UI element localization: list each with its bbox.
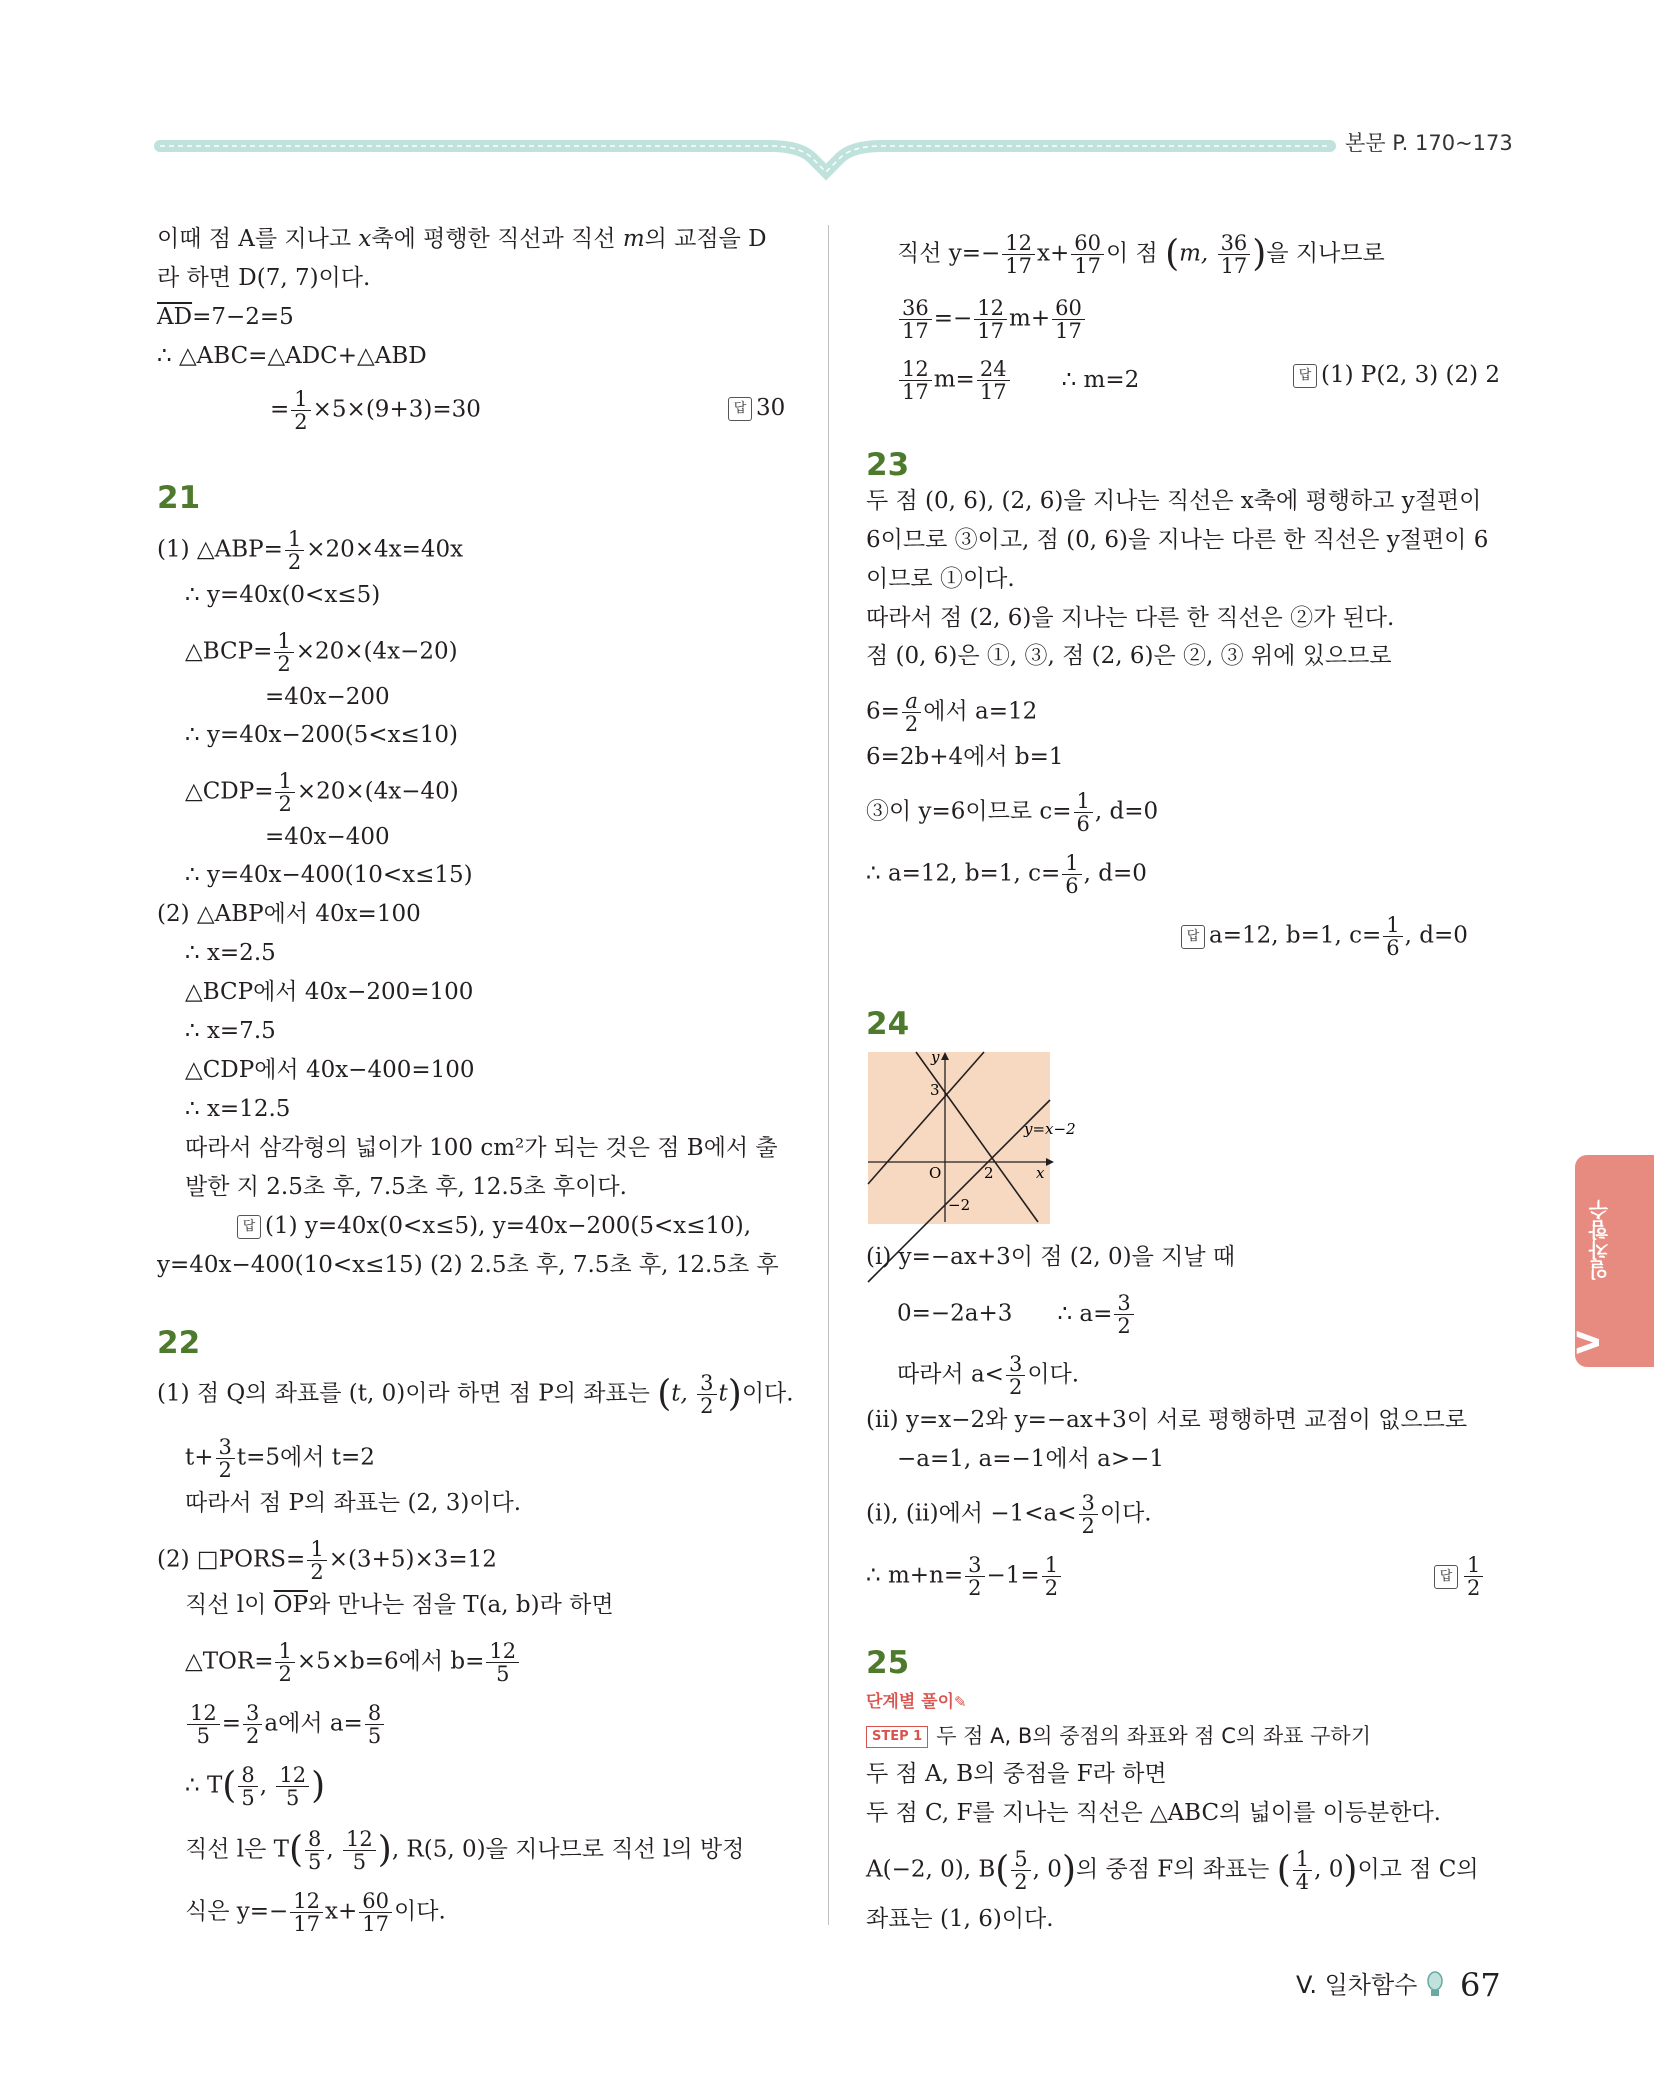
sol21-p8: ∴ y=40x−400(10<x≤15): [185, 862, 473, 888]
sol22-p2: t+ $\frac{3}{2}$ t=5에서 t=2: [185, 1435, 375, 1483]
sol21-p1: (1) △ABP= $\frac{1}{2}$ ×20×4x=40x: [157, 527, 464, 575]
sol20-line5: = $\frac{1}{2}$ ×5×(9+3)=30: [270, 387, 481, 435]
sol24-l3: 따라서 a< $\frac{3}{2}$ 이다.: [897, 1352, 1080, 1400]
sol24-l5: −a=1, a=−1에서 a>−1: [897, 1446, 1165, 1472]
sol22-p1: (1) 점 Q의 좌표를 (t, 0)이라 하면 점 P의 좌표는 (t, $\frac{3}{2}$ t)이다.: [157, 1371, 794, 1419]
problem-22-number: 22: [157, 1325, 201, 1361]
sol20-line4: ∴ △ABC=△ADC+△ABD: [157, 343, 427, 369]
chapter-side-tab-label: 일차함수: [1588, 1200, 1612, 1280]
sol23-l7: 6=2b+4에서 b=1: [866, 744, 1064, 770]
footer-page-number: 67: [1460, 1966, 1501, 2004]
sol22-q3: △TOR= $\frac{1}{2}$ ×5×b=6에서 b= $\frac{12}{5}$: [185, 1640, 521, 1685]
sol21-p6: △CDP= $\frac{1}{2}$ ×20×(4x−40): [185, 769, 459, 817]
sol21-answer-1: 답 (1) y=40x(0<x≤5), y=40x−200(5<x≤10),: [237, 1211, 751, 1241]
sol23-l3: 이므로 ①이다.: [866, 566, 1015, 592]
sol22cont-l3: $\frac{12}{17}$ m= $\frac{24}{17}$ ∴ m=2: [897, 358, 1139, 403]
sol20-line2: 라 하면 D(7, 7)이다.: [157, 265, 371, 291]
sol21-q7: 따라서 삼각형의 넓이가 100 cm²가 되는 것은 점 B에서 출: [185, 1135, 778, 1161]
sol23-l8: ③이 y=6이므로 c= $\frac{1}{6}$ , d=0: [866, 789, 1159, 837]
problem-23-number: 23: [866, 447, 910, 483]
problem-24-number: 24: [866, 1006, 910, 1042]
sol23-l9: ∴ a=12, b=1, c= $\frac{1}{6}$ , d=0: [866, 851, 1147, 899]
sol24-l7: ∴ m+n= $\frac{3}{2}$ −1= $\frac{1}{2}$: [866, 1554, 1063, 1599]
sol23-l2: 6이므로 ③이고, 점 (0, 6)을 지나는 다른 한 직선은 y절편이 6: [866, 527, 1489, 553]
sol22-p3: 따라서 점 P의 좌표는 (2, 3)이다.: [185, 1490, 522, 1516]
sol22cont-l2: $\frac{36}{17}$ =− $\frac{12}{17}$ m+ $\frac{60}{17}$: [897, 297, 1087, 342]
graph-line-label: y=x−2: [1024, 1120, 1076, 1138]
footer-chapter: V. 일차함수: [1296, 1971, 1418, 1999]
graph-tick-2: 2: [984, 1164, 994, 1182]
pencil-icon: ✎: [954, 1693, 967, 1711]
step-1-badge: STEP 1: [866, 1726, 928, 1748]
sol22-q7: 식은 y=− $\frac{12}{17}$ x+ $\frac{60}{17}$ 이다.: [185, 1889, 446, 1937]
sol21-q8: 발한 지 2.5초 후, 7.5초 후, 12.5초 후이다.: [185, 1174, 627, 1200]
sol21-p7: =40x−400: [265, 824, 390, 850]
sol25-l3: A(−2, 0), B( $\frac{5}{2}$ , 0)의 중점 F의 좌표는 ( $\frac{1}{4}$ , 0)이고 점 C의: [866, 1847, 1479, 1895]
graph-label-y: y: [931, 1048, 940, 1066]
sol25-l4: 좌표는 (1, 6)이다.: [866, 1906, 1054, 1932]
sol21-q1: (2) △ABP에서 40x=100: [157, 901, 421, 927]
page-reference: 본문 P. 170~173: [1345, 131, 1513, 155]
sol20-answer: 답 30: [728, 393, 785, 423]
sol22-q4: $\frac{12}{5}$ = $\frac{3}{2}$ a에서 a= $\frac{8}{5}$: [185, 1702, 386, 1747]
sol21-p5: ∴ y=40x−200(5<x≤10): [185, 722, 458, 748]
sol21-q2: ∴ x=2.5: [185, 940, 276, 966]
sol21-answer-2: y=40x−400(10<x≤15) (2) 2.5초 후, 7.5초 후, 12.5초 후: [157, 1252, 779, 1278]
sol22-q2: 직선 l이 $\overline{OP}$와 만나는 점을 T(a, b)라 하면: [185, 1592, 614, 1618]
graph-label-x: x: [1036, 1164, 1045, 1182]
sol24-l1: (ⅰ) y=−ax+3이 점 (2, 0)을 지날 때: [866, 1244, 1236, 1270]
sol24-graph: [866, 1048, 1076, 1225]
bulb-icon: [1425, 1970, 1445, 2000]
sol23-l6: 6= $\frac{a}{2}$ 에서 a=12: [866, 689, 1038, 737]
column-divider: [828, 225, 829, 1925]
sol24-l2: 0=−2a+3 ∴ a= $\frac{3}{2}$: [897, 1292, 1136, 1337]
graph-tick-3: 3: [930, 1081, 940, 1099]
problem-25-number: 25: [866, 1645, 910, 1681]
graph-label-origin: O: [929, 1164, 942, 1182]
step-1-row: STEP 1 두 점 A, B의 중점의 좌표와 점 C의 좌표 구하기: [866, 1721, 1371, 1751]
chapter-side-tab-roman: V: [1572, 1330, 1608, 1355]
sol22-answer: 답 (1) P(2, 3) (2) 2: [1293, 360, 1500, 390]
sol22-q6: 직선 l은 T( $\frac{8}{5}$ , $\frac{12}{5}$ ), R(5, 0)을 지나므로 직선 l의 방정: [185, 1827, 745, 1875]
problem-21-number: 21: [157, 480, 201, 516]
sol21-q5: △CDP에서 40x−400=100: [185, 1057, 475, 1083]
header-band: [0, 0, 1654, 190]
sol22cont-l1: 직선 y=− $\frac{12}{17}$ x+ $\frac{60}{17}$ 이 점 (m, $\frac{36}{17}$ )을 지나므로: [897, 231, 1385, 279]
sol21-q6: ∴ x=12.5: [185, 1096, 291, 1122]
sol25-l1: 두 점 A, B의 중점을 F라 하면: [866, 1761, 1167, 1787]
sol20-line1: 이때 점 A를 지나고 x축에 평행한 직선과 직선 m의 교점을 D: [157, 226, 767, 252]
sol22-q5: ∴ T( $\frac{8}{5}$ , $\frac{12}{5}$ ): [185, 1763, 326, 1811]
sol21-q3: △BCP에서 40x−200=100: [185, 979, 474, 1005]
sol23-l4: 따라서 점 (2, 6)을 지나는 다른 한 직선은 ②가 된다.: [866, 605, 1395, 631]
sol23-l1: 두 점 (0, 6), (2, 6)을 지나는 직선은 x축에 평행하고 y절편이: [866, 488, 1482, 514]
sol22-q1: (2) □PORS= $\frac{1}{2}$ ×(3+5)×3=12: [157, 1537, 497, 1585]
sol21-p3: △BCP= $\frac{1}{2}$ ×20×(4x−20): [185, 629, 458, 677]
sol21-q4: ∴ x=7.5: [185, 1018, 276, 1044]
sol21-p4: =40x−200: [265, 684, 390, 710]
sol24-l4: (ⅱ) y=x−2와 y=−ax+3이 서로 평행하면 교점이 없으므로: [866, 1407, 1468, 1433]
graph-tick-neg2: −2: [948, 1196, 971, 1214]
sol25-l2: 두 점 C, F를 지나는 직선은 △ABC의 넓이를 이등분한다.: [866, 1800, 1441, 1826]
sol23-answer: 답 a=12, b=1, c= $\frac{1}{6}$ , d=0: [1181, 914, 1468, 959]
step-title: 단계별 풀이✎: [866, 1692, 967, 1712]
sol24-l6: (ⅰ), (ⅱ)에서 −1<a< $\frac{3}{2}$ 이다.: [866, 1491, 1152, 1539]
sol21-p2: ∴ y=40x(0<x≤5): [185, 582, 381, 608]
sol23-l5: 점 (0, 6)은 ①, ③, 점 (2, 6)은 ②, ③ 위에 있으므로: [866, 643, 1392, 669]
sol20-line3: $\overline{AD}=7-2=5$: [157, 304, 294, 330]
sol24-answer: 답 $\frac{1}{2}$: [1434, 1554, 1485, 1599]
